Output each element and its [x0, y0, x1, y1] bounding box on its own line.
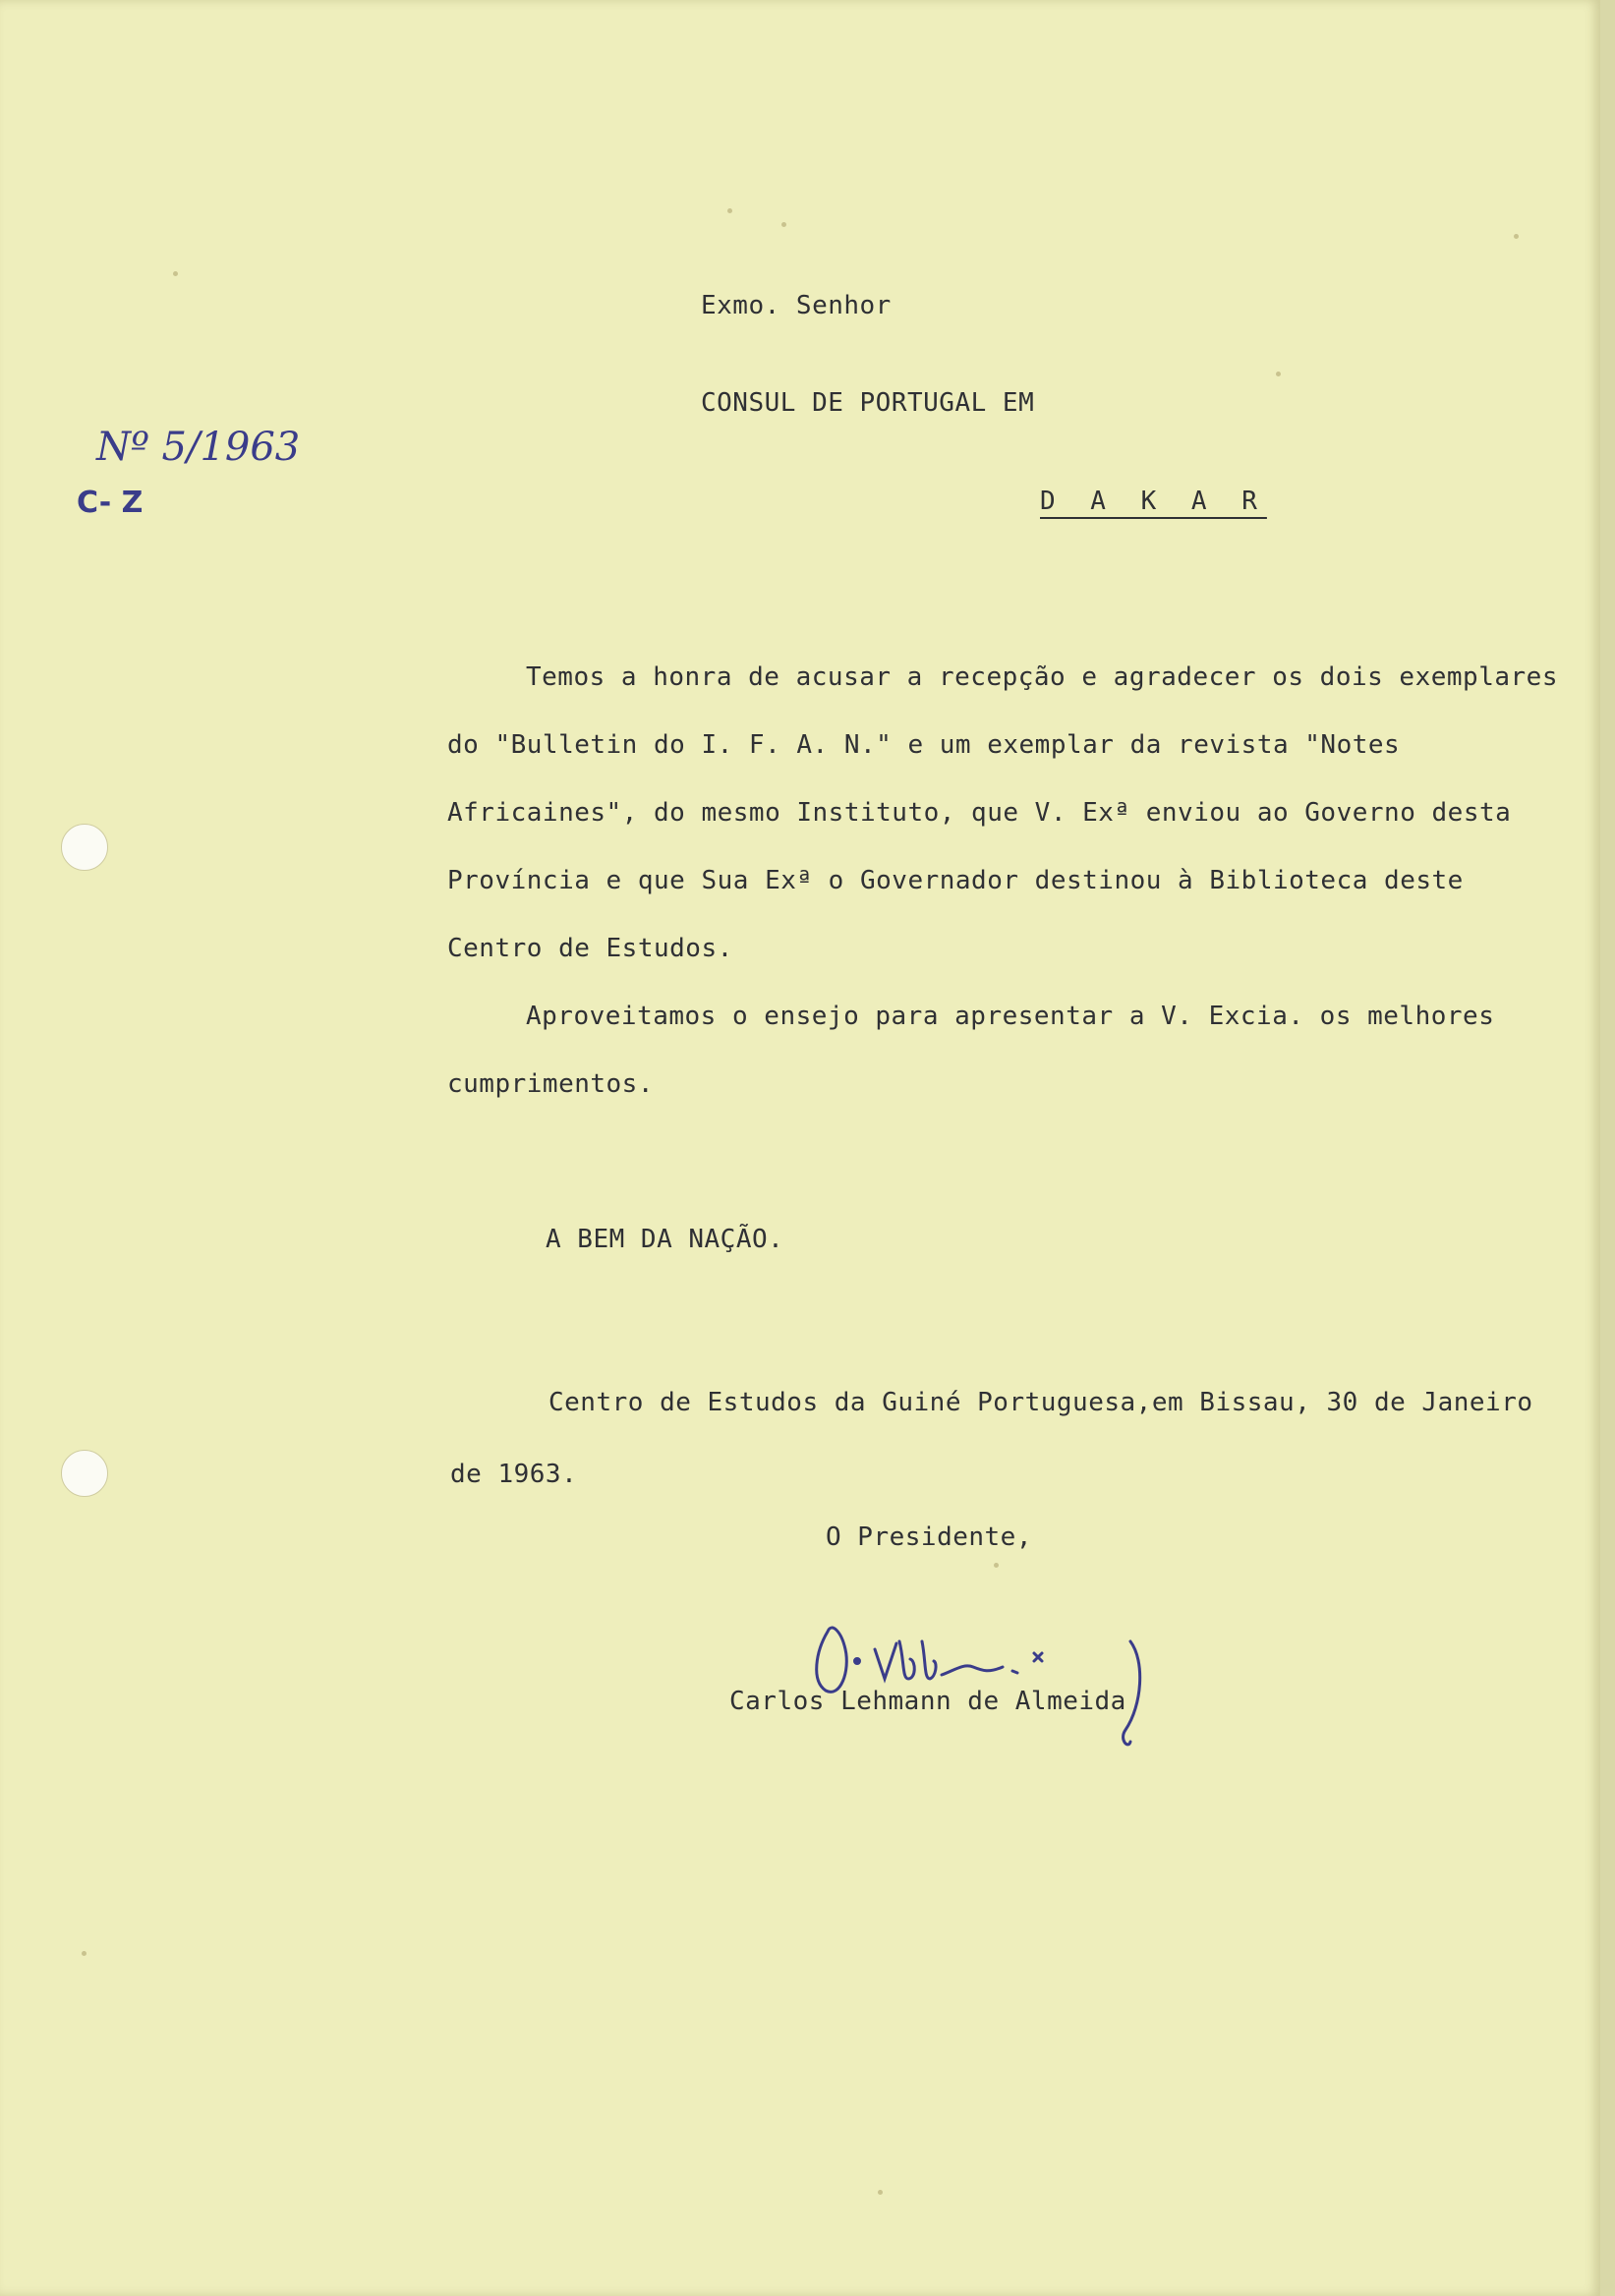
closing-motto: A BEM DA NAÇÃO. — [546, 1225, 784, 1254]
salutation: Exmo. Senhor — [701, 291, 892, 320]
body-paragraph-1: Temos a honra de acusar a recepção e agradecer os dois exemplares do "Bulletin do I. F. A. N." e um exemplar da revista "Notes Africaines", do mesmo Instituto, que V. Exª enviou ao Governo desta Província e que Sua Exª o Governador destinou à Biblioteca deste Centro de Estudos. — [447, 662, 1558, 963]
page-edge — [1600, 0, 1615, 2296]
recipient-city: D A K A R — [1040, 487, 1267, 516]
punch-hole-top — [61, 824, 108, 871]
recipient-title: CONSUL DE PORTUGAL EM — [701, 388, 1035, 418]
place-date-line-1: Centro de Estudos da Guiné Portuguesa,em Bissau, 30 de Janeiro — [548, 1388, 1533, 1417]
paper-speck — [1276, 372, 1281, 376]
paper-speck — [1514, 234, 1519, 239]
signer-role: O Presidente, — [826, 1522, 1032, 1552]
handwritten-reference-number: Nº 5/1963 — [96, 425, 301, 470]
body-paragraph-2: Aproveitamos o ensejo para apresentar a V. Excia. os melhores cumprimentos. — [447, 1002, 1495, 1099]
letter-body — [447, 644, 1568, 1119]
paper-speck — [727, 208, 732, 213]
paper-speck — [173, 271, 178, 276]
paper-speck — [781, 222, 786, 227]
place-date-line-2: de 1963. — [450, 1460, 578, 1489]
paper-speck — [878, 2190, 883, 2195]
signer-name: Carlos Lehmann de Almeida — [729, 1687, 1126, 1716]
paper-speck — [82, 1951, 87, 1956]
paper-speck — [994, 1563, 999, 1568]
punch-hole-bottom — [61, 1450, 108, 1497]
handwritten-signature — [806, 1592, 1160, 1750]
handwritten-reference-code: C- Z — [77, 486, 144, 520]
